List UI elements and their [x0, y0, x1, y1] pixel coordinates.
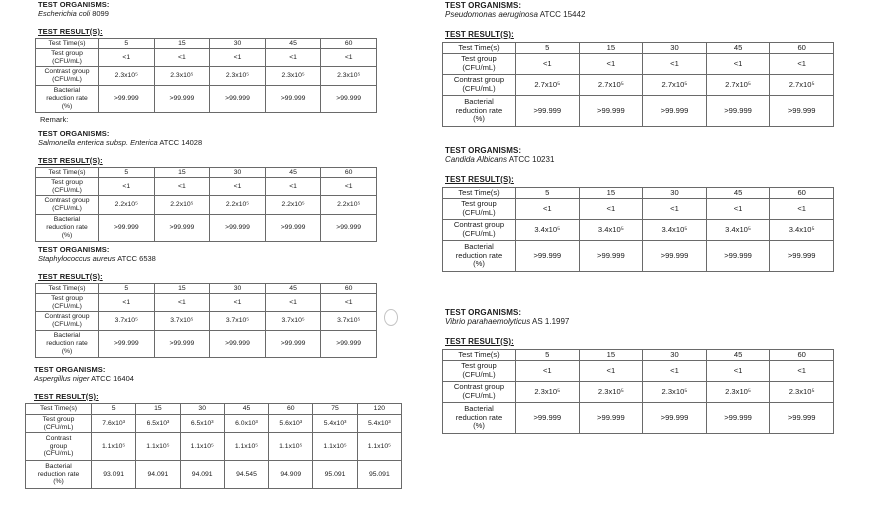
value-cell: >99.999	[210, 331, 266, 358]
row-label-cell: Test group (CFU/mL)	[443, 54, 516, 75]
row-label-cell: Test Time(s)	[443, 188, 516, 199]
table-row-time	[443, 350, 834, 361]
time-header-cell: 30	[643, 350, 707, 361]
section-aspergillus	[25, 366, 402, 489]
table-row-time	[36, 284, 377, 294]
results-table	[442, 187, 834, 272]
organism-strain-id: ATCC 16404	[89, 374, 134, 383]
value-cell: >99.999	[154, 331, 210, 358]
value-cell: 1.1x10⁵	[313, 433, 357, 461]
test-organisms-heading: TEST ORGANISMS:	[445, 308, 522, 317]
test-organisms-heading: TEST ORGANISMS:	[445, 1, 522, 10]
value-cell: >99.999	[770, 241, 834, 272]
value-cell: <1	[210, 49, 266, 67]
value-cell: 2.3x10⁵	[154, 67, 210, 86]
table-row	[443, 96, 834, 127]
value-cell: >99.999	[321, 215, 377, 242]
organism-name	[38, 255, 377, 263]
value-cell: >99.999	[706, 96, 770, 127]
test-results-heading: TEST RESULT(S):	[34, 392, 99, 401]
value-cell: <1	[516, 361, 580, 382]
value-cell: >99.999	[579, 96, 643, 127]
value-cell: >99.999	[579, 403, 643, 434]
organism-name	[38, 139, 377, 147]
time-header-cell: 15	[154, 168, 210, 178]
organism-latin-name: Aspergillus niger	[34, 374, 90, 383]
value-cell: >99.999	[643, 96, 707, 127]
value-cell: >99.999	[210, 215, 266, 242]
value-cell: 94.909	[269, 461, 313, 489]
organism-name	[34, 375, 402, 383]
value-cell: >99.999	[516, 403, 580, 434]
value-cell: 3.4x10⁵	[516, 220, 580, 241]
value-cell: >99.999	[579, 241, 643, 272]
organism-strain-id: AS 1.1997	[530, 317, 570, 326]
time-header-cell: 45	[265, 168, 321, 178]
row-label-cell: Test Time(s)	[443, 43, 516, 54]
organism-latin-name: Escherichia coli	[38, 9, 91, 18]
table-row	[36, 294, 377, 312]
remark-label: Remark:	[40, 115, 69, 124]
value-cell: 2.3x10⁵	[99, 67, 155, 86]
section-salmonella	[35, 130, 377, 242]
value-cell: 94.545	[224, 461, 268, 489]
test-organisms-heading: TEST ORGANISMS:	[38, 129, 110, 138]
row-label-cell: Contrast group (CFU/mL)	[443, 75, 516, 96]
time-header-cell: 60	[321, 284, 377, 294]
section-staphylococcus	[35, 246, 377, 358]
test-results-heading: TEST RESULT(S):	[445, 337, 514, 346]
time-header-cell: 60	[770, 350, 834, 361]
value-cell: >99.999	[154, 86, 210, 113]
row-label-cell: Bacterial reduction rate (%)	[443, 403, 516, 434]
table-row	[443, 241, 834, 272]
test-results-table	[442, 349, 834, 434]
value-cell: 6.5x10³	[136, 415, 180, 433]
value-cell: >99.999	[706, 403, 770, 434]
value-cell: 95.091	[313, 461, 357, 489]
value-cell: >99.999	[321, 86, 377, 113]
table-row	[36, 331, 377, 358]
organism-name	[38, 10, 377, 18]
organism-latin-name: Pseudomonas aeruginosa	[445, 10, 538, 19]
value-cell: <1	[99, 178, 155, 196]
organism-name	[445, 318, 834, 326]
time-header-cell: 30	[643, 188, 707, 199]
test-results-table	[35, 38, 377, 113]
value-cell: 2.7x10⁵	[770, 75, 834, 96]
value-cell: 94.091	[136, 461, 180, 489]
value-cell: >99.999	[516, 241, 580, 272]
organism-strain-id: ATCC 10231	[506, 155, 555, 164]
organism-latin-name: Staphylococcus aureus	[38, 254, 116, 263]
time-header-cell: 60	[321, 39, 377, 49]
value-cell: >99.999	[770, 403, 834, 434]
value-cell: 3.7x10⁵	[210, 312, 266, 331]
value-cell: <1	[265, 294, 321, 312]
table-row	[443, 403, 834, 434]
time-header-cell: 75	[313, 404, 357, 415]
value-cell: <1	[770, 361, 834, 382]
row-label-cell: Bacterial reduction rate (%)	[443, 241, 516, 272]
row-label-cell: Test group (CFU/mL)	[26, 415, 92, 433]
value-cell: <1	[579, 54, 643, 75]
row-label-cell: Test group (CFU/mL)	[36, 294, 99, 312]
value-cell: 2.3x10⁵	[516, 382, 580, 403]
table-row	[36, 312, 377, 331]
organism-latin-name: Candida Albicans	[445, 155, 507, 164]
value-cell: 94.091	[180, 461, 224, 489]
table-row	[26, 461, 402, 489]
time-header-cell: 5	[516, 350, 580, 361]
value-cell: >99.999	[706, 241, 770, 272]
value-cell: <1	[154, 294, 210, 312]
oval-marker-icon	[384, 309, 398, 326]
value-cell: 2.3x10⁵	[321, 67, 377, 86]
value-cell: 2.7x10⁵	[579, 75, 643, 96]
row-label-cell: Test group (CFU/mL)	[36, 49, 99, 67]
row-label-cell: Test Time(s)	[36, 39, 99, 49]
row-label-cell: Test Time(s)	[36, 284, 99, 294]
value-cell: 93.091	[92, 461, 136, 489]
section-vibrio	[442, 309, 834, 434]
value-cell: <1	[265, 49, 321, 67]
value-cell: 2.3x10⁵	[265, 67, 321, 86]
results-table	[35, 167, 377, 242]
time-header-cell: 45	[265, 39, 321, 49]
test-results-heading: TEST RESULT(S):	[445, 30, 514, 39]
row-label-cell: Test Time(s)	[36, 168, 99, 178]
results-table	[442, 349, 834, 434]
table-row	[36, 196, 377, 215]
value-cell: >99.999	[99, 215, 155, 242]
time-header-cell: 5	[99, 284, 155, 294]
value-cell: <1	[643, 54, 707, 75]
value-cell: >99.999	[770, 96, 834, 127]
table-row	[36, 86, 377, 113]
time-header-cell: 15	[579, 350, 643, 361]
value-cell: 3.7x10⁵	[265, 312, 321, 331]
test-results-table	[442, 187, 834, 272]
test-organisms-heading: TEST ORGANISMS:	[445, 146, 522, 155]
value-cell: 2.3x10⁵	[210, 67, 266, 86]
row-label-cell: Contrast group (CFU/mL)	[443, 382, 516, 403]
value-cell: <1	[321, 178, 377, 196]
time-header-cell: 30	[210, 168, 266, 178]
value-cell: 1.1x10⁵	[136, 433, 180, 461]
results-table	[35, 38, 377, 113]
row-label-cell: Bacterial reduction rate (%)	[36, 86, 99, 113]
test-organisms-heading: TEST ORGANISMS:	[38, 245, 110, 254]
results-table	[25, 403, 402, 489]
value-cell: >99.999	[321, 331, 377, 358]
test-results-table	[35, 167, 377, 242]
test-results-heading: TEST RESULT(S):	[38, 156, 103, 165]
value-cell: >99.999	[99, 86, 155, 113]
value-cell: 2.3x10⁵	[706, 382, 770, 403]
test-results-table	[35, 283, 377, 358]
value-cell: 2.2x10⁵	[265, 196, 321, 215]
test-organisms-heading: TEST ORGANISMS:	[38, 0, 110, 9]
organism-latin-name: Vibrio parahaemolyticus	[445, 317, 531, 326]
value-cell: <1	[770, 199, 834, 220]
value-cell: 1.1x10⁵	[224, 433, 268, 461]
value-cell: <1	[154, 178, 210, 196]
value-cell: 3.4x10⁵	[579, 220, 643, 241]
value-cell: 2.3x10⁵	[579, 382, 643, 403]
test-organisms-heading: TEST ORGANISMS:	[34, 365, 106, 374]
section-candida	[442, 147, 834, 272]
value-cell: <1	[643, 199, 707, 220]
value-cell: 2.2x10⁵	[210, 196, 266, 215]
value-cell: 3.7x10⁵	[154, 312, 210, 331]
value-cell: >99.999	[99, 331, 155, 358]
test-results-table	[442, 42, 834, 127]
table-row	[26, 415, 402, 433]
value-cell: <1	[265, 178, 321, 196]
value-cell: >99.999	[154, 215, 210, 242]
row-label-cell: Contrast group (CFU/mL)	[36, 312, 99, 331]
time-header-cell: 30	[643, 43, 707, 54]
row-label-cell: Bacterial reduction rate (%)	[26, 461, 92, 489]
value-cell: 2.7x10⁵	[706, 75, 770, 96]
value-cell: <1	[321, 49, 377, 67]
time-header-cell: 60	[269, 404, 313, 415]
table-row	[36, 67, 377, 86]
value-cell: <1	[516, 199, 580, 220]
value-cell: 6.0x10³	[224, 415, 268, 433]
value-cell: >99.999	[265, 86, 321, 113]
row-label-cell: Contrast group (CFU/mL)	[443, 220, 516, 241]
time-header-cell: 60	[770, 188, 834, 199]
value-cell: >99.999	[643, 241, 707, 272]
value-cell: 1.1x10⁵	[357, 433, 401, 461]
table-row	[36, 178, 377, 196]
time-header-cell: 30	[210, 39, 266, 49]
value-cell: >99.999	[265, 215, 321, 242]
test-results-heading: TEST RESULT(S):	[38, 272, 103, 281]
row-label-cell: Test group (CFU/mL)	[36, 178, 99, 196]
table-row	[26, 433, 402, 461]
results-table	[35, 283, 377, 358]
section-escherichia-coli	[35, 1, 377, 113]
row-label-cell: Bacterial reduction rate (%)	[443, 96, 516, 127]
value-cell: <1	[154, 49, 210, 67]
time-header-cell: 15	[154, 39, 210, 49]
value-cell: 3.7x10⁵	[321, 312, 377, 331]
value-cell: <1	[516, 54, 580, 75]
row-label-cell: Test Time(s)	[443, 350, 516, 361]
test-results-table	[25, 403, 402, 489]
value-cell: <1	[579, 199, 643, 220]
value-cell: 1.1x10⁵	[180, 433, 224, 461]
value-cell: 3.4x10⁵	[770, 220, 834, 241]
value-cell: 2.2x10⁵	[99, 196, 155, 215]
value-cell: <1	[579, 361, 643, 382]
time-header-cell: 60	[770, 43, 834, 54]
time-header-cell: 5	[99, 39, 155, 49]
value-cell: >99.999	[643, 403, 707, 434]
row-label-cell: Test Time(s)	[26, 404, 92, 415]
time-header-cell: 45	[706, 188, 770, 199]
value-cell: 2.7x10⁵	[643, 75, 707, 96]
value-cell: <1	[210, 178, 266, 196]
time-header-cell: 30	[180, 404, 224, 415]
value-cell: 2.7x10⁵	[516, 75, 580, 96]
table-row-time	[36, 168, 377, 178]
table-row-time	[443, 188, 834, 199]
row-label-cell: Contrast group (CFU/mL)	[26, 433, 92, 461]
value-cell: <1	[706, 199, 770, 220]
time-header-cell: 60	[321, 168, 377, 178]
time-header-cell: 45	[706, 350, 770, 361]
value-cell: 5.4x10³	[357, 415, 401, 433]
table-row	[443, 75, 834, 96]
table-row	[443, 54, 834, 75]
time-header-cell: 15	[579, 43, 643, 54]
time-header-cell: 5	[99, 168, 155, 178]
time-header-cell: 120	[357, 404, 401, 415]
row-label-cell: Bacterial reduction rate (%)	[36, 215, 99, 242]
value-cell: 3.4x10⁵	[706, 220, 770, 241]
section-pseudomonas	[442, 2, 834, 127]
organism-name	[445, 156, 834, 164]
value-cell: >99.999	[265, 331, 321, 358]
value-cell: 2.2x10⁵	[321, 196, 377, 215]
value-cell: 3.7x10⁵	[99, 312, 155, 331]
value-cell: <1	[99, 49, 155, 67]
time-header-cell: 5	[92, 404, 136, 415]
value-cell: 2.3x10⁵	[643, 382, 707, 403]
value-cell: 6.5x10³	[180, 415, 224, 433]
test-results-heading: TEST RESULT(S):	[445, 175, 514, 184]
organism-latin-name: Salmonella enterica subsp. Enterica	[38, 138, 158, 147]
time-header-cell: 15	[579, 188, 643, 199]
organism-name	[445, 11, 834, 19]
time-header-cell: 45	[706, 43, 770, 54]
organism-strain-id: ATCC 15442	[537, 10, 586, 19]
value-cell: >99.999	[210, 86, 266, 113]
row-label-cell: Test group (CFU/mL)	[443, 361, 516, 382]
row-label-cell: Bacterial reduction rate (%)	[36, 331, 99, 358]
value-cell: 1.1x10⁵	[92, 433, 136, 461]
results-table	[442, 42, 834, 127]
value-cell: <1	[321, 294, 377, 312]
test-results-heading: TEST RESULT(S):	[38, 27, 103, 36]
value-cell: <1	[706, 361, 770, 382]
organism-strain-id: 8099	[90, 9, 109, 18]
value-cell: 5.4x10³	[313, 415, 357, 433]
value-cell: 3.4x10⁵	[643, 220, 707, 241]
value-cell: <1	[706, 54, 770, 75]
value-cell: 95.091	[357, 461, 401, 489]
table-row	[36, 215, 377, 242]
value-cell: <1	[99, 294, 155, 312]
time-header-cell: 30	[210, 284, 266, 294]
table-row-time	[36, 39, 377, 49]
row-label-cell: Contrast group (CFU/mL)	[36, 67, 99, 86]
table-row-time	[443, 43, 834, 54]
table-row	[36, 49, 377, 67]
table-row	[443, 361, 834, 382]
value-cell: <1	[770, 54, 834, 75]
value-cell: >99.999	[516, 96, 580, 127]
time-header-cell: 45	[265, 284, 321, 294]
table-row	[443, 220, 834, 241]
value-cell: <1	[210, 294, 266, 312]
value-cell: 7.6x10³	[92, 415, 136, 433]
time-header-cell: 15	[136, 404, 180, 415]
organism-strain-id: ATCC 14028	[157, 138, 203, 147]
time-header-cell: 15	[154, 284, 210, 294]
table-row	[443, 382, 834, 403]
time-header-cell: 5	[516, 43, 580, 54]
table-row	[443, 199, 834, 220]
value-cell: 2.2x10⁵	[154, 196, 210, 215]
organism-strain-id: ATCC 6538	[115, 254, 156, 263]
row-label-cell: Contrast group (CFU/mL)	[36, 196, 99, 215]
time-header-cell: 45	[224, 404, 268, 415]
value-cell: 2.3x10⁵	[770, 382, 834, 403]
value-cell: <1	[643, 361, 707, 382]
value-cell: 1.1x10⁵	[269, 433, 313, 461]
table-row-time	[26, 404, 402, 415]
time-header-cell: 5	[516, 188, 580, 199]
value-cell: 5.6x10³	[269, 415, 313, 433]
row-label-cell: Test group (CFU/mL)	[443, 199, 516, 220]
